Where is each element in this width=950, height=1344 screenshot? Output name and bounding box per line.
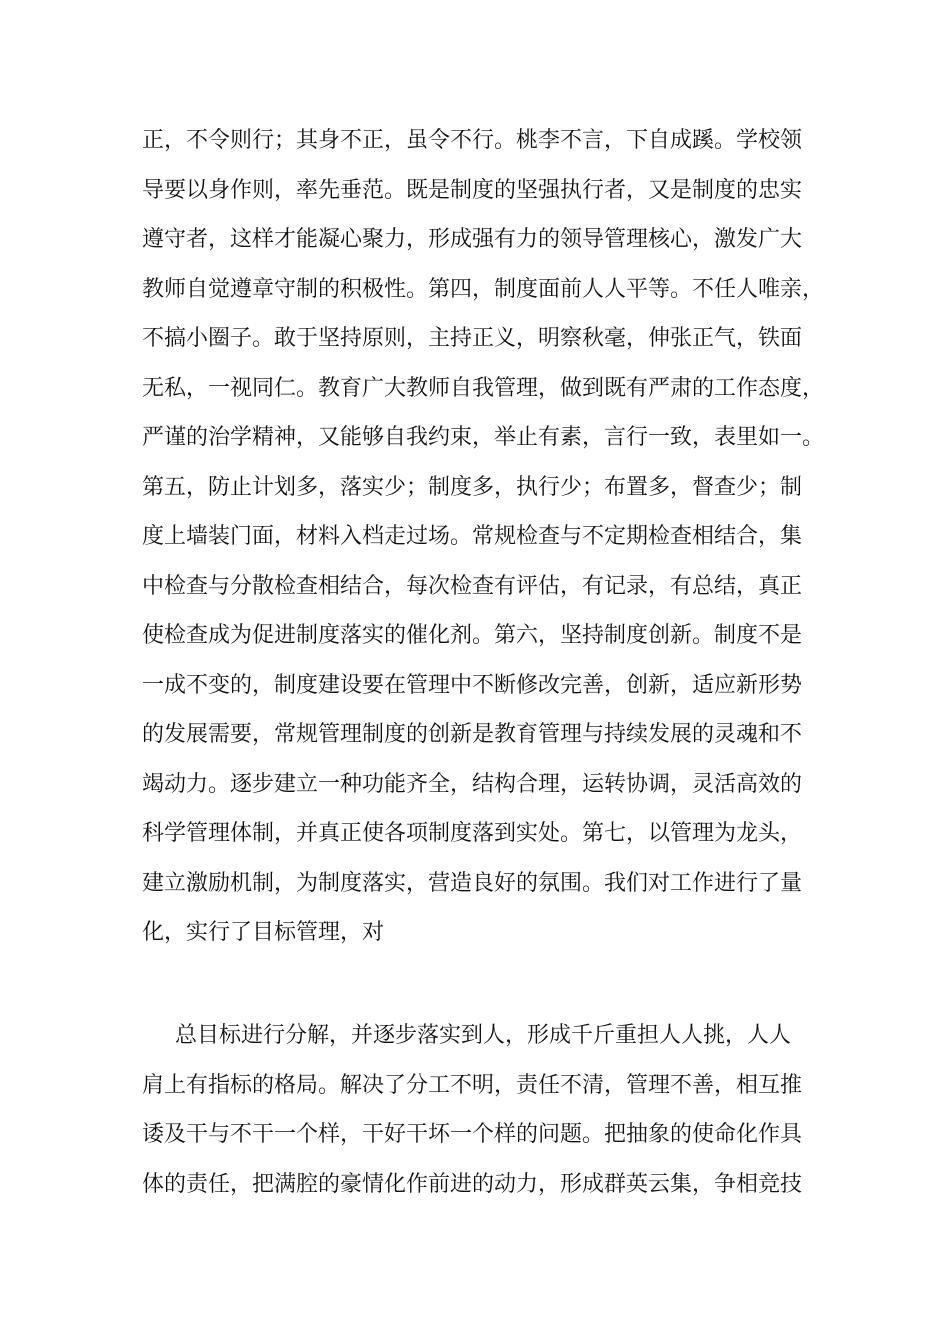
text-line: 的发展需要，常规管理制度的创新是教育管理与持续发展的灵魂和不 [142,722,803,747]
text-line: 严谨的治学精神，又能够自我约束，举止有素，言行一致，表里如一。 [142,425,825,450]
text-line: 遵守者，这样才能凝心聚力，形成强有力的领导管理核心，激发广大 [142,227,803,252]
text-line: 度上墙装门面，材料入档走过场。常规检查与不定期检查相结合，集 [142,524,803,549]
text-line: 化，实行了目标管理，对 [142,920,385,945]
text-line: 第五，防止计划多，落实少；制度多，执行少；布置多，督查少；制 [142,474,803,500]
paragraph-new [142,1011,842,1209]
text-line: 一成不变的，制度建设要在管理中不断修改完善，创新，适应新形势 [142,672,803,698]
text-line: 不搞小圈子。敢于坚持原则，主持正义，明察秋毫，伸张正气，铁面 [142,326,803,351]
text-line: 竭动力。逐步建立一种功能齐全，结构合理，运转协调，灵活高效的 [142,771,803,797]
text-line: 体的责任，把满腔的豪情化作前进的动力，形成群英云集，争相竞技 [142,1171,803,1197]
text-line: 诿及干与不干一个样，干好干坏一个样的问题。把抽象的使命化作具 [142,1122,803,1147]
text-line-indented: 总目标进行分解，并逐步落实到人，形成千斤重担人人挑，人人 [175,1023,792,1048]
text-line: 导要以身作则，率先垂范。既是制度的坚强执行者，又是制度的忠实 [142,177,803,203]
text-line: 肩上有指标的格局。解决了分工不明，责任不清，管理不善，相互推 [142,1072,803,1098]
text-line: 使检查成为促进制度落实的催化剂。第六，坚持制度创新。制度不是 [142,623,803,648]
text-line: 中检查与分散检查相结合，每次检查有评估，有记录，有总结，真正 [142,573,803,599]
paragraph-continued [142,116,842,958]
text-line: 建立激励机制，为制度落实，营造良好的氛围。我们对工作进行了量 [142,870,803,896]
text-line: 教师自觉遵章守制的积极性。第四，制度面前人人平等。不任人唯亲， [142,276,825,302]
text-line: 无私，一视同仁。教育广大教师自我管理，做到既有严肃的工作态度， [142,375,825,401]
text-line: 科学管理体制，并真正使各项制度落到实处。第七，以管理为龙头， [142,821,803,846]
text-line: 正，不令则行；其身不正，虽令不行。桃李不言，下自成蹊。学校领 [142,128,803,153]
